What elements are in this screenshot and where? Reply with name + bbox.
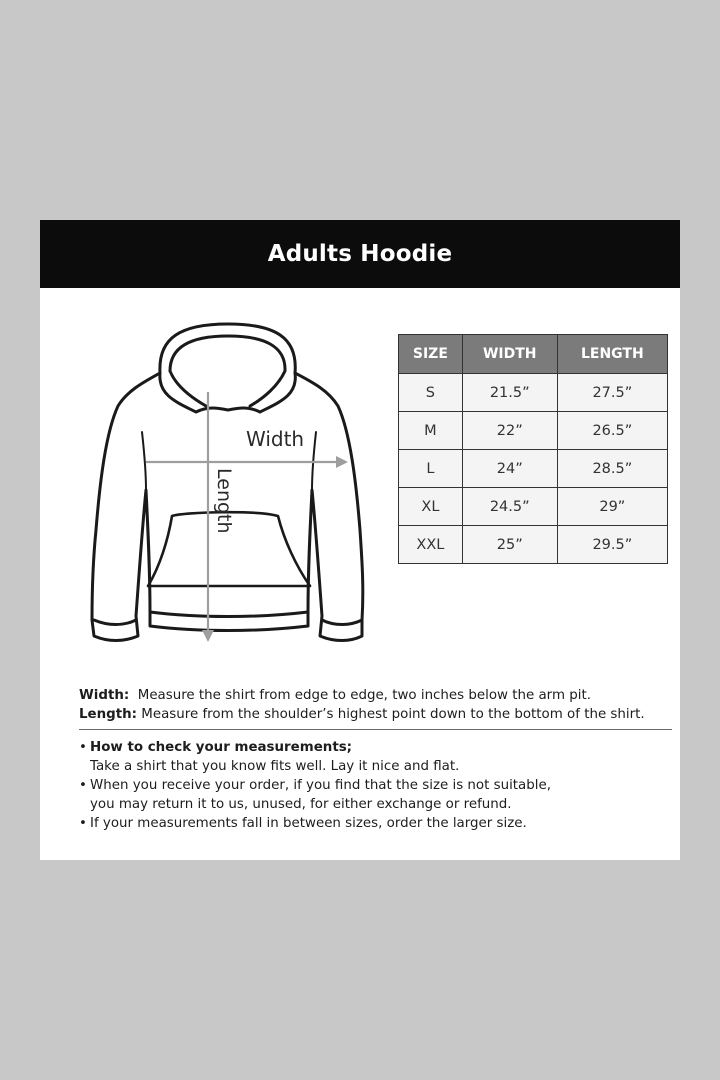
list-item: [79, 738, 679, 757]
bullet-icon: •: [79, 778, 87, 793]
length-cell: 29”: [557, 488, 667, 526]
length-term: Length:: [79, 707, 138, 722]
tips-subtext: Take a shirt that you know fits well. Lay it nice and flat.: [90, 759, 460, 774]
list-item: [79, 776, 679, 795]
size-chart-card: [40, 220, 680, 860]
length-cell: 29.5”: [557, 526, 667, 564]
hoodie-outline-icon: [88, 320, 368, 660]
size-cell: M: [399, 412, 463, 450]
width-cell: 24”: [462, 450, 557, 488]
measurement-notes: [79, 686, 679, 833]
table-row: [399, 526, 668, 564]
table-row: [399, 412, 668, 450]
length-definition: [79, 705, 679, 724]
size-cell: XL: [399, 488, 463, 526]
width-cell: 24.5”: [462, 488, 557, 526]
return-policy-line-2: you may return it to us, unused, for either exchange or refund.: [90, 797, 512, 812]
length-cell: 26.5”: [557, 412, 667, 450]
table-row: [399, 488, 668, 526]
length-header: LENGTH: [557, 335, 667, 374]
table-row: [399, 374, 668, 412]
width-header: WIDTH: [462, 335, 557, 374]
width-term: Width:: [79, 688, 130, 703]
size-table: [398, 334, 668, 564]
chart-title: Adults Hoodie: [40, 220, 680, 288]
bullet-icon: •: [79, 816, 87, 831]
divider: [79, 729, 672, 730]
size-cell: L: [399, 450, 463, 488]
width-cell: 25”: [462, 526, 557, 564]
length-description: Measure from the shoulder’s highest point down to the bottom of the shirt.: [141, 707, 645, 722]
list-item: [79, 814, 679, 833]
between-sizes-tip: If your measurements fall in between sizes, order the larger size.: [90, 816, 527, 831]
length-cell: 27.5”: [557, 374, 667, 412]
size-cell: S: [399, 374, 463, 412]
size-cell: XXL: [399, 526, 463, 564]
width-description: Measure the shirt from edge to edge, two inches below the arm pit.: [137, 688, 591, 703]
length-measure-label: Length: [213, 468, 235, 534]
width-cell: 21.5”: [462, 374, 557, 412]
bullet-icon: •: [79, 740, 87, 755]
width-cell: 22”: [462, 412, 557, 450]
length-cell: 28.5”: [557, 450, 667, 488]
size-header: SIZE: [399, 335, 463, 374]
size-table-header-row: [399, 335, 668, 374]
table-row: [399, 450, 668, 488]
tips-heading: How to check your measurements;: [90, 740, 353, 755]
width-definition: [79, 686, 679, 705]
width-measure-label: Width: [246, 427, 305, 451]
return-policy-line-1: When you receive your order, if you find that the size is not suitable,: [90, 778, 551, 793]
